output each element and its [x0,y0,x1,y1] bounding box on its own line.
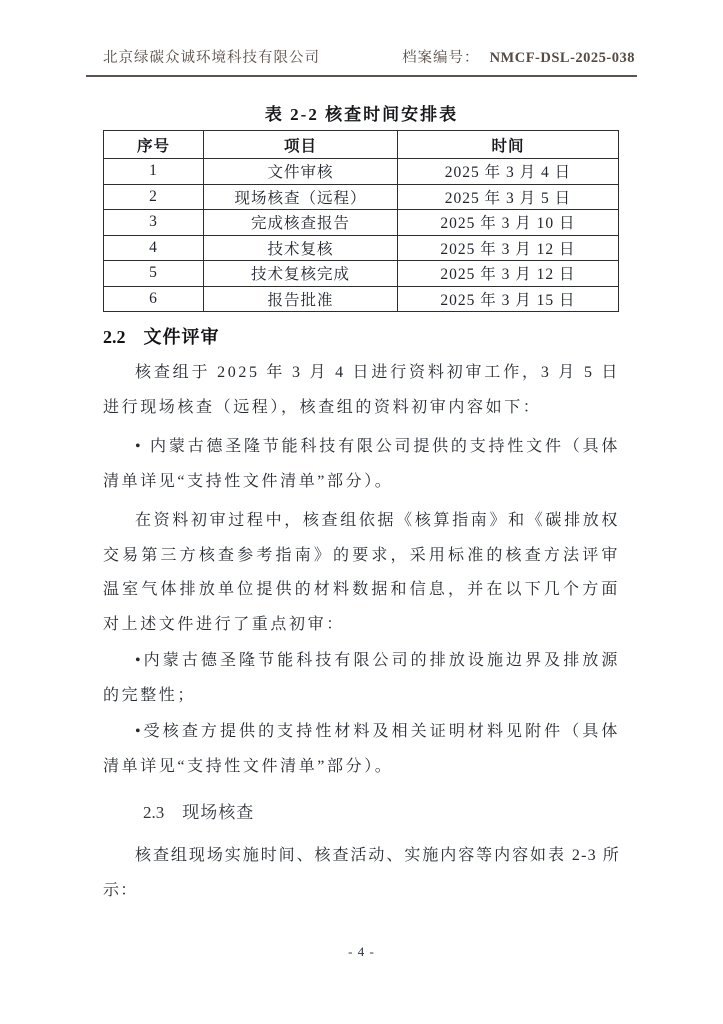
table-row [104,235,619,261]
row-item: 完成核查报告 [204,210,398,236]
paragraph: 在资料初审过程中，核查组依据《核算指南》和《碳排放权交易第三方核查参考指南》的要求，采用标准的核查方法评审温室气体排放单位提供的材料数据和信息，并在以下几个方面对上述文件进行了重点初审： [103,512,620,633]
archive-number-value: NMCF-DSL-2025-038 [489,50,635,66]
row-item: 技术复核完成 [204,261,398,287]
page-number: - 4 - [348,944,375,959]
table-row [104,159,619,185]
row-no: 4 [104,235,204,261]
row-time: 2025 年 3 月 12 日 [398,235,619,261]
row-item: 报告批准 [204,286,398,312]
row-no: 6 [104,286,204,312]
table-row [104,184,619,210]
verification-schedule-table [103,130,619,312]
bullet-paragraph: •受核查方提供的支持性材料及相关证明材料见附件（具体清单详见“支持性文件清单”部分）。 [103,723,620,775]
row-time: 2025 年 3 月 5 日 [398,184,619,210]
section-heading-2-2 [103,323,620,349]
table-row [104,210,619,236]
row-time: 2025 年 3 月 10 日 [398,210,619,236]
section-title: 现场核查 [182,803,255,822]
row-time: 2025 年 3 月 15 日 [398,286,619,312]
company-name: 北京绿碳众诚环境科技有限公司 [103,50,320,66]
document-body [103,0,620,908]
section-number: 2.3 [143,803,165,822]
row-item: 文件审核 [204,159,398,185]
row-no: 5 [104,261,204,287]
table-row [104,261,619,287]
table-header-row [104,131,619,159]
row-time: 2025 年 3 月 12 日 [398,261,619,287]
row-item: 现场核查（远程） [204,184,398,210]
row-no: 3 [104,210,204,236]
row-no: 1 [104,159,204,185]
bullet-paragraph: • 内蒙古德圣隆节能科技有限公司提供的支持性文件（具体清单详见“支持性文件清单”部分）。 [103,438,620,490]
paragraph: 核查组于 2025 年 3 月 4 日进行资料初审工作，3 月 5 日进行现场核查（远程），核查组的资料初审内容如下： [103,364,620,416]
section-title: 文件评审 [143,327,220,347]
row-no: 2 [104,184,204,210]
column-header-item: 项目 [204,131,398,159]
column-header-no: 序号 [104,131,204,159]
column-header-time: 时间 [398,131,619,159]
row-item: 技术复核 [204,235,398,261]
paragraph: 核查组现场实施时间、核查活动、实施内容等内容如表 2-3 所示： [103,847,620,899]
table-row [104,286,619,312]
bullet-paragraph: •内蒙古德圣隆节能科技有限公司的排放设施边界及排放源的完整性； [103,652,620,704]
section-heading-2-3 [143,798,620,823]
page-footer [0,944,723,960]
row-time: 2025 年 3 月 4 日 [398,159,619,185]
archive-number-label: 档案编号： [402,50,480,66]
section-number: 2.2 [103,327,126,347]
table-caption: 表 2-2 核查时间安排表 [264,105,459,124]
